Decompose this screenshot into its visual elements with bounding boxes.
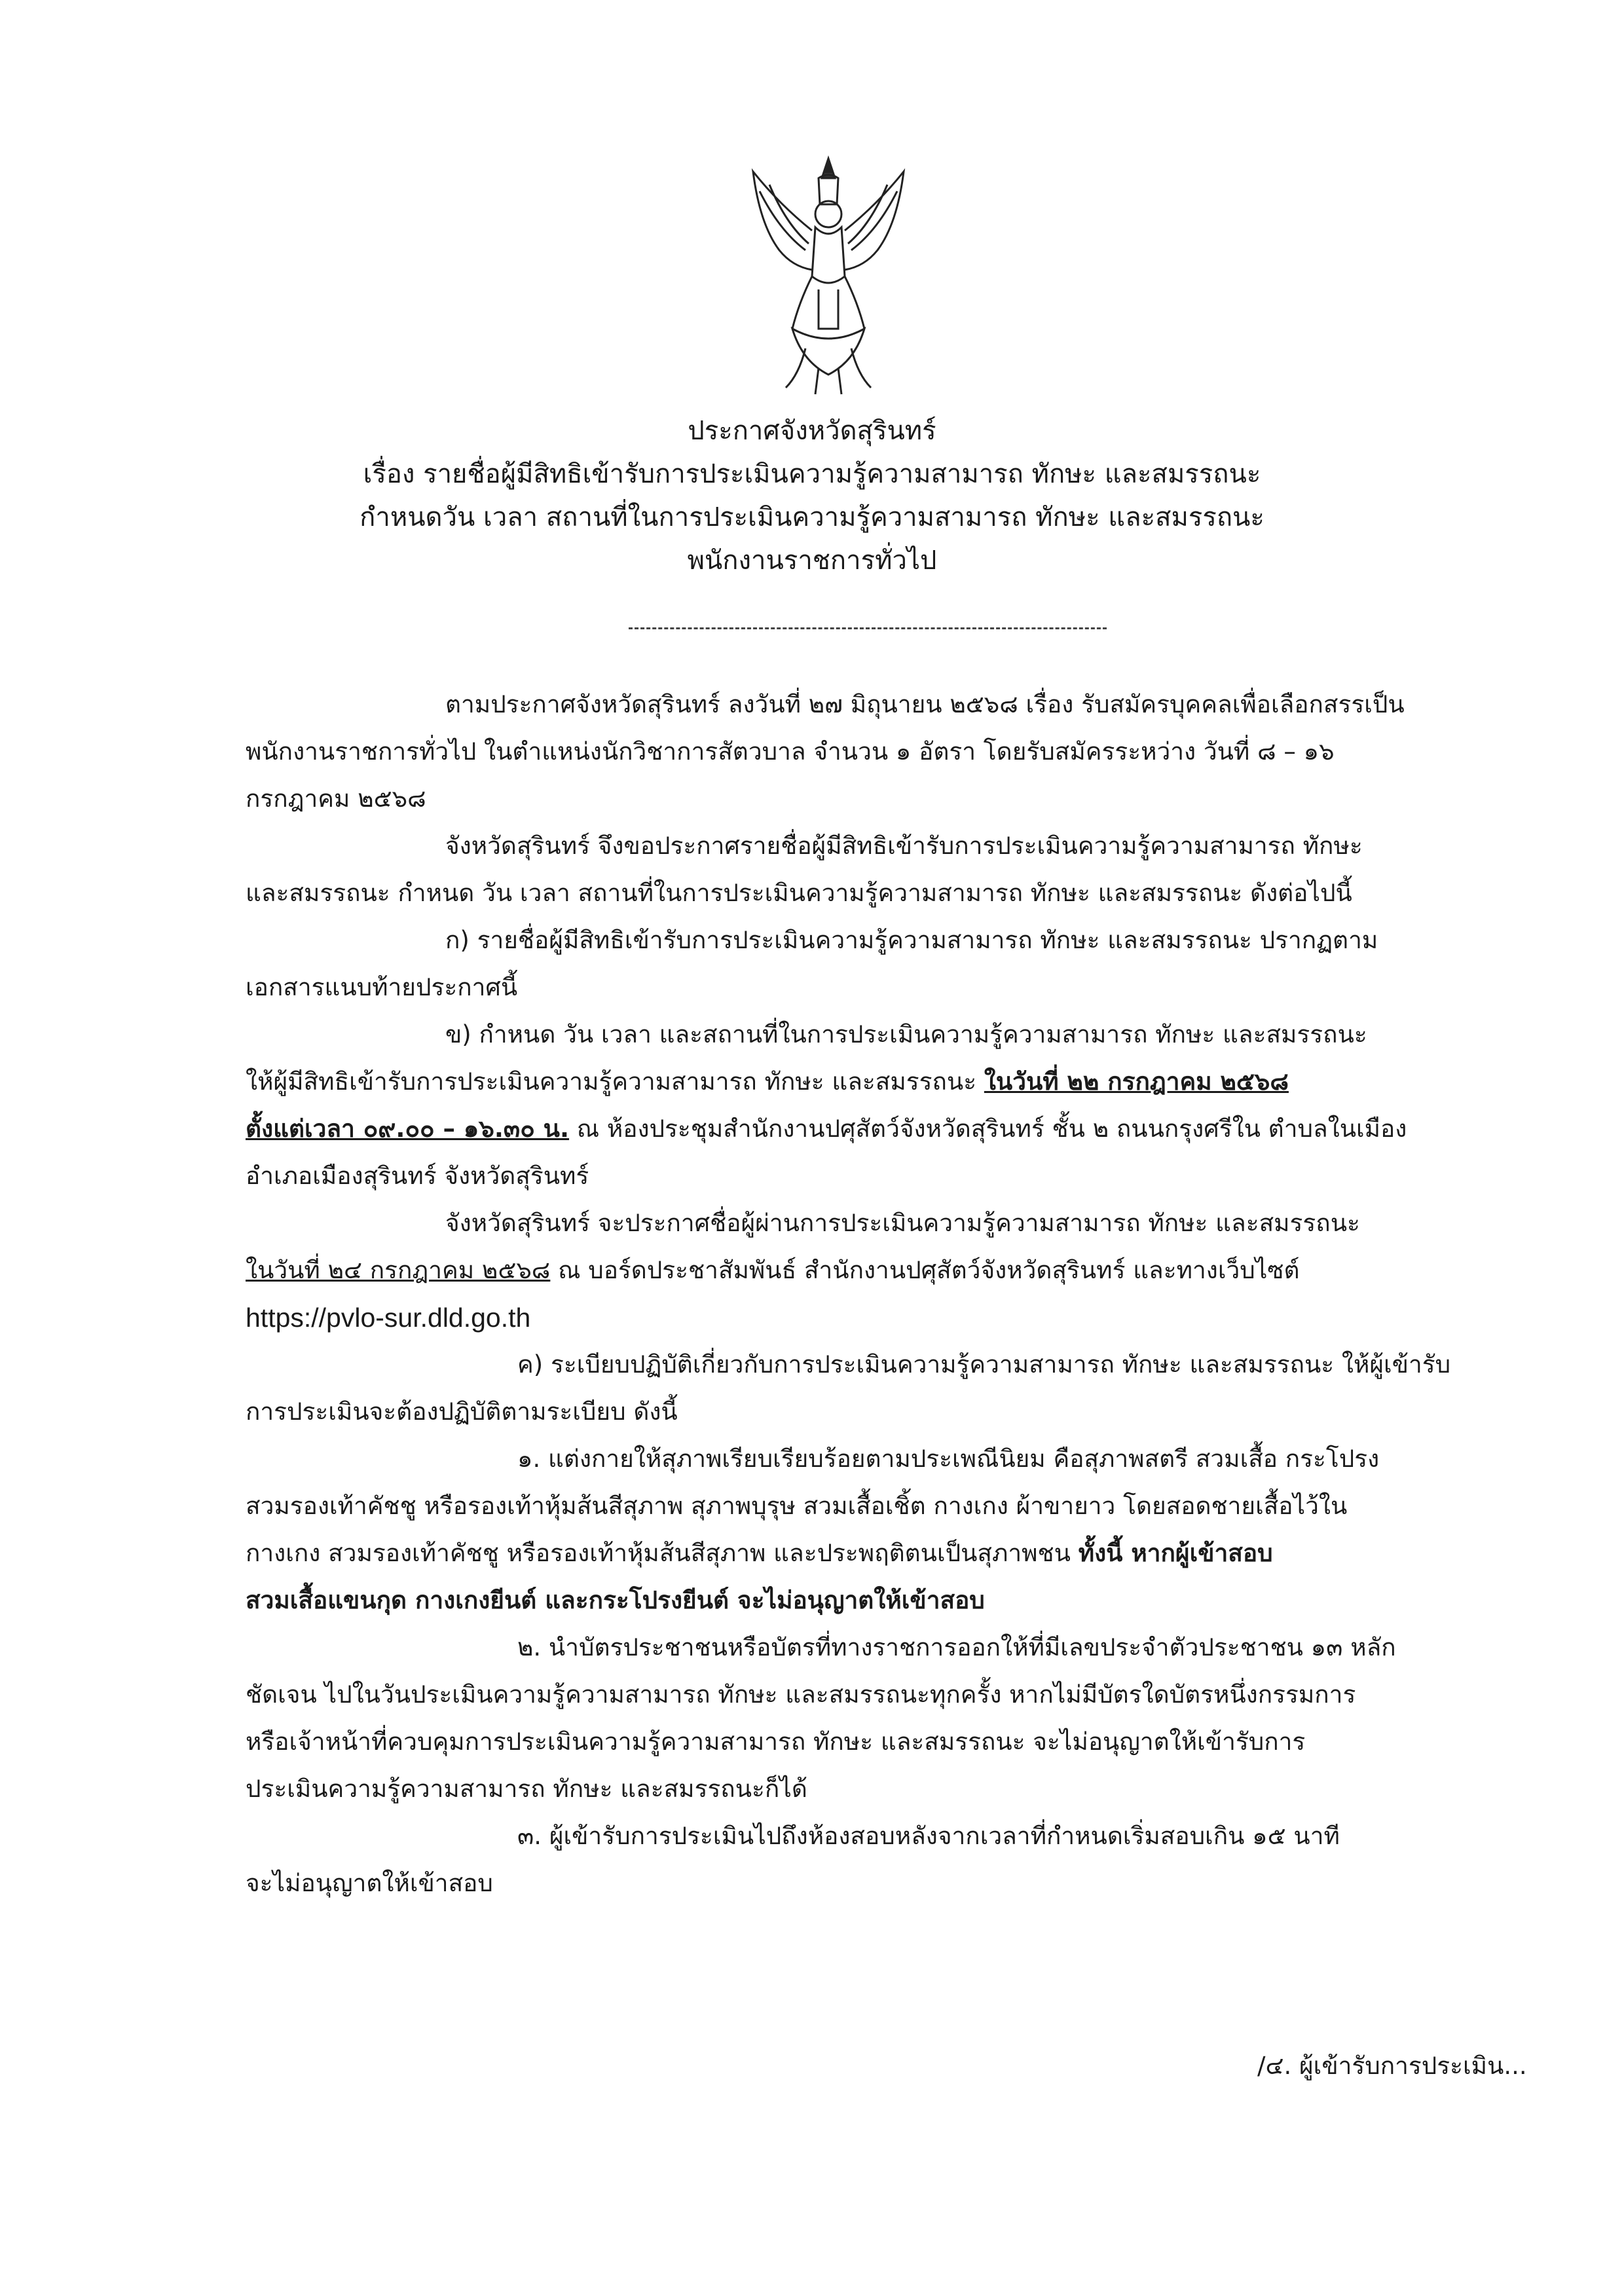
paragraph-line: พนักงานราชการทั่วไป ในตำแหน่งนักวิชาการสัตวบาล จำนวน ๑ อัตรา โดยรับสมัครระหว่าง วันที่ ๘ – ๑๖ <box>246 737 1335 766</box>
paragraph-line: ก) รายชื่อผู้มีสิทธิเข้ารับการประเมินความรู้ความสามารถ ทักษะ และสมรรถนะ ปรากฏตาม <box>445 926 1378 954</box>
paragraph-line <box>246 1105 1490 1153</box>
paragraph-line: หรือเจ้าหน้าที่ควบคุมการประเมินความรู้ความสามารถ ทักษะ และสมรรถนะ จะไม่อนุญาตให้เข้ารับการ <box>246 1728 1306 1756</box>
text-run: ให้ผู้มีสิทธิเข้ารับการประเมินความรู้ความสามารถ ทักษะ และสมรรถนะ <box>246 1067 984 1096</box>
paragraph-line: เอกสารแนบท้ายประกาศนี้ <box>246 973 518 1001</box>
text-run: ณ ห้องประชุมสำนักงานปศุสัตว์จังหวัดสุรินทร์ ชั้น ๒ ถนนกรุงศรีใน ตำบลในเมือง <box>569 1115 1407 1143</box>
paragraph-line: อำเภอเมืองสุรินทร์ จังหวัดสุรินทร์ <box>246 1162 589 1190</box>
paragraph-line: กรกฎาคม ๒๕๖๘ <box>246 785 426 813</box>
paragraph-line: ๑. แต่งกายให้สุภาพเรียบเรียบร้อยตามประเพณีนิยม คือสุภาพสตรี สวมเสื้อ กระโปรง <box>517 1445 1380 1473</box>
paragraph-line: จะไม่อนุญาตให้เข้าสอบ <box>246 1869 493 1897</box>
paragraph-line: จังหวัดสุรินทร์ จึงขอประกาศรายชื่อผู้มีสิทธิเข้ารับการประเมินความรู้ความสามารถ ทักษะ <box>445 832 1363 860</box>
paragraph-line <box>246 1058 1490 1105</box>
paragraph-line <box>246 1530 1490 1577</box>
page-continuation: /๔. ผู้เข้ารับการประเมิน... <box>1257 2052 1527 2080</box>
paragraph-line: ๒. นำบัตรประชาชนหรือบัตรที่ทางราชการออกให้ที่มีเลขประจำตัวประชาชน ๑๓ หลัก <box>517 1633 1396 1661</box>
document-header <box>196 409 1428 582</box>
paragraph-line: สวมรองเท้าคัชชู หรือรองเท้าหุ้มส้นสีสุภาพ สุภาพบุรุษ สวมเสื้อเชิ้ต กางเกง ผ้าขายาว โดยสอดชายเสื้อไว้ใน <box>246 1492 1348 1520</box>
website-link[interactable]: https://pvlo-sur.dld.go.th <box>246 1303 531 1333</box>
header-divider <box>629 627 1107 629</box>
paragraph-line: ค) ระเบียบปฏิบัติเกี่ยวกับการประเมินความรู้ความสามารถ ทักษะ และสมรรถนะ ให้ผู้เข้ารับ <box>517 1350 1451 1379</box>
bold-warning: สวมเสื้อแขนกุด กางเกงยีนต์ และกระโปรงยีนต์ จะไม่อนุญาตให้เข้าสอบ <box>246 1586 985 1614</box>
announce-date-highlight: ในวันที่ ๒๔ กรกฎาคม ๒๕๖๘ <box>246 1256 551 1284</box>
paragraph-line: ข) กำหนด วัน เวลา และสถานที่ในการประเมินความรู้ความสามารถ ทักษะ และสมรรถนะ <box>445 1020 1367 1048</box>
text-run: ณ บอร์ดประชาสัมพันธ์ สำนักงานปศุสัตว์จังหวัดสุรินทร์ และทางเว็บไซต์ <box>550 1256 1300 1284</box>
header-subject: เรื่อง รายชื่อผู้มีสิทธิเข้ารับการประเมินความรู้ความสามารถ ทักษะ และสมรรถนะ <box>363 459 1261 489</box>
paragraph-line <box>246 1247 1490 1294</box>
text-run: กางเกง สวมรองเท้าคัชชู หรือรองเท้าหุ้มส้นสีสุภาพ และประพฤติตนเป็นสุภาพชน <box>246 1539 1079 1567</box>
header-subject-line3: พนักงานราชการทั่วไป <box>687 546 937 576</box>
exam-date-highlight: ในวันที่ ๒๒ กรกฎาคม ๒๕๖๘ <box>984 1067 1289 1096</box>
document-body <box>246 681 1490 1907</box>
paragraph-line: การประเมินจะต้องปฏิบัติตามระเบียบ ดังนี้ <box>246 1398 678 1426</box>
paragraph-line: และสมรรถนะ กำหนด วัน เวลา สถานที่ในการประเมินความรู้ความสามารถ ทักษะ และสมรรถนะ ดังต่อไปนี้ <box>246 879 1352 907</box>
exam-time-highlight: ตั้งแต่เวลา ๐๙.๐๐ – ๑๖.๓๐ น. <box>246 1115 570 1143</box>
paragraph-line: ๓. ผู้เข้ารับการประเมินไปถึงห้องสอบหลังจากเวลาที่กำหนดเริ่มสอบเกิน ๑๕ นาที <box>517 1822 1340 1850</box>
paragraph-line: จังหวัดสุรินทร์ จะประกาศชื่อผู้ผ่านการประเมินความรู้ความสามารถ ทักษะ และสมรรถนะ <box>445 1209 1360 1237</box>
header-title: ประกาศจังหวัดสุรินทร์ <box>688 416 936 446</box>
paragraph-line: ชัดเจน ไปในวันประเมินความรู้ความสามารถ ทักษะ และสมรรถนะทุกครั้ง หากไม่มีบัตรใดบัตรหนึ่งกรรมการ <box>246 1680 1356 1709</box>
garuda-emblem-icon <box>740 152 917 401</box>
bold-warning: ทั้งนี้ หากผู้เข้าสอบ <box>1078 1539 1273 1567</box>
header-subject-line2: กำหนดวัน เวลา สถานที่ในการประเมินความรู้ความสามารถ ทักษะ และสมรรถนะ <box>360 502 1264 532</box>
paragraph-line: ตามประกาศจังหวัดสุรินทร์ ลงวันที่ ๒๗ มิถุนายน ๒๕๖๘ เรื่อง รับสมัครบุคคลเพื่อเลือกสรรเป็น <box>445 690 1405 718</box>
paragraph-line: ประเมินความรู้ความสามารถ ทักษะ และสมรรถนะก็ได้ <box>246 1775 807 1803</box>
